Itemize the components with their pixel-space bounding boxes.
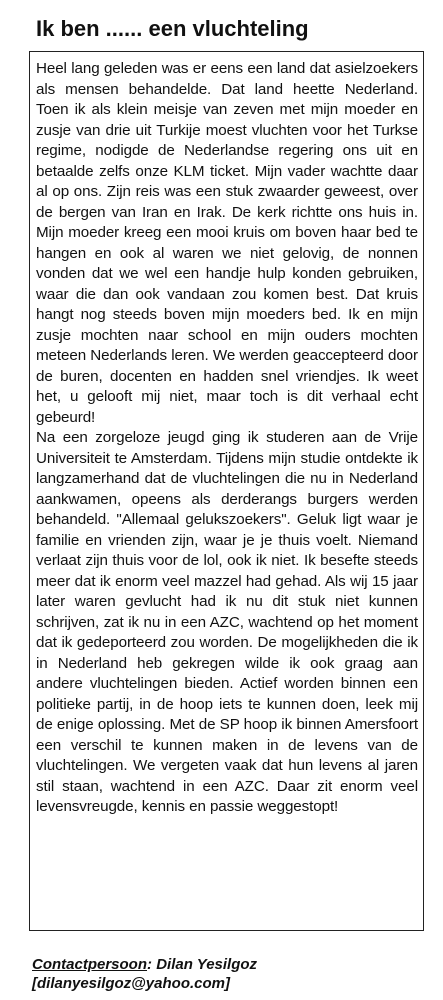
article-paragraph-2: Na een zorgeloze jeugd ging ik studeren aan de Vrije Universiteit te Amsterdam. Tijdens mijn studie ontdekte ik langzamerhand dat de vluchtelingen die nu in Nederland aankwamen, opeens als derderangs burgers werden behandeld. "Allemaal gelukszoekers". Geluk ligt waar je familie en vrienden zijn, waar je je thuis voelt. Niemand verlaat zijn thuis voor de lol, ook ik niet. Ik besefte steeds meer dat ik enorm veel mazzel had gehad. Als wij 15 jaar later waren gevlucht had ik nu dit stuk niet kunnen schrijven, zat ik nu in een AZC, wachtend op het moment dat ik gedeporteerd zou worden. De mogelijkheden die ik in Nederland heb gekregen wilde ik ook graag aan andere vluchtelingen bieden. Actief worden binnen een politieke partij, in de hoop iets te kunnen doen, leek mij de enige oplossing. Met de SP hoop ik binnen Amersfoort een verschil te kunnen maken in de levens van de vluchtelingen. We vergeten vaak dat hun levens al jaren stil staan, wachtend in een AZC. Daar zit enorm veel levensvreugde, kennis en passie weggestopt! bbox=[36, 429, 418, 815]
contact-label: Contactpersoon bbox=[32, 956, 148, 973]
contact-email: [dilanyesilgoz@yahoo.com] bbox=[32, 975, 230, 992]
article-body bbox=[36, 59, 418, 818]
contact-name: Dilan Yesilgoz bbox=[156, 956, 258, 973]
contact-person-line bbox=[32, 955, 257, 974]
contact-block bbox=[32, 955, 257, 993]
article-paragraph-1: Heel lang geleden was er eens een land dat asielzoekers als mensen behandelde. Dat land heette Nederland. Toen ik als klein meisje van zeven met mijn moeder en zusje van drie uit Turkije moest vluchten voor het Turkse regime, nodigde de Nederlandse regering ons uit en betaalde zelfs onze KLM ticket. Mijn vader wachtte daar al op ons. Zijn reis was een stuk zwaarder geweest, over de bergen van Iran en Irak. De kerk richtte ons huis in. Mijn moeder kreeg een mooi kruis om boven haar bed te hangen en ook al waren we niet gelovig, de nonnen vonden dat we wel een handje hulp konden gebruiken, waar die dan ook vandaan zou komen best. Dat kruis hangt nog steeds boven mijn moeders bed. Ik en mijn zusje mochten naar school en mijn ouders mochten meteen Nederlands leren. We werden geaccepteerd door de buren, docenten en hadden snel vriendjes. Ik weet het, u gelooft mij niet, maar toch is dit verhaal echt gebeurd! bbox=[36, 60, 418, 426]
article-title: Ik ben ...... een vluchteling bbox=[36, 16, 309, 41]
contact-separator: : bbox=[147, 956, 157, 973]
